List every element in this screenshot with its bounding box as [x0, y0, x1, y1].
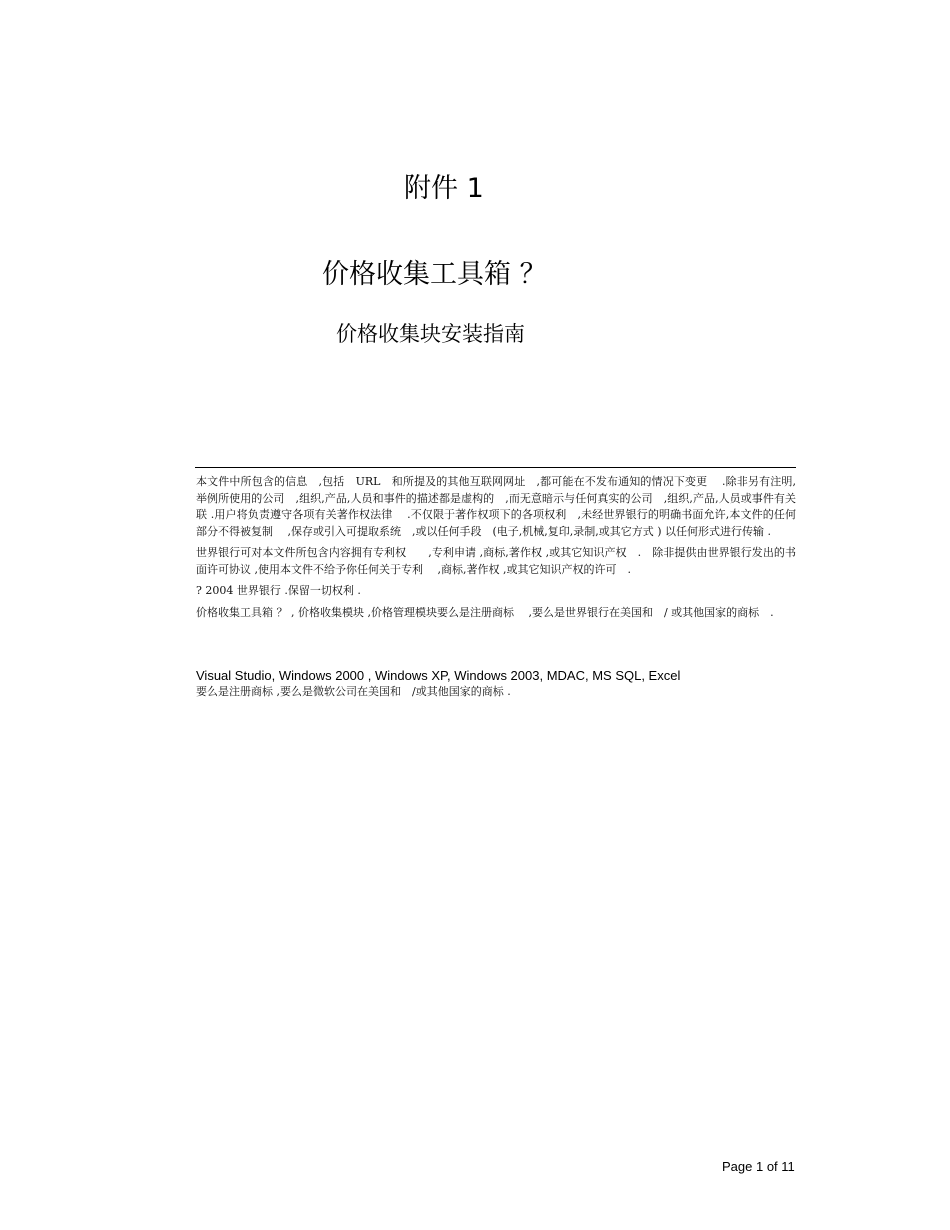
trademark-statement: 要么是注册商标 ,要么是微软公司在美国和 /或其他国家的商标 . [196, 685, 511, 698]
page-subtitle: 价格收集块安装指南 [336, 322, 525, 346]
notice-paragraph-disclaimer: 本文件中所包含的信息 ,包括 URL 和所提及的其他互联网网址 ,都可能在不发布通知的情况下变更 .除非另有注明,举例所使用的公司 ,组织,产品,人员和事件的描述都是虚构的 ,而无意暗示与任何真实的公司 ,组织,产品,人员或事件有关联 .用户将负责遵守各项有关著作权法律 .不仅限于著作权项下的各项权利 ,未经世界银行的明确书面允许,本文件的任何部分不得被复制 ,保存或引入可提取系统 ,或以任何手段 (电子,机械,复印,录制,或其它方式 ) 以任何形式进行传输 . [196, 475, 796, 538]
page-title: 价格收集工具箱 ？ [322, 259, 547, 290]
legal-notice [196, 474, 796, 626]
notice-paragraph-patents: 世界银行可对本文件所包含内容拥有专利权 ,专利申请 ,商标,著作权 ,或其它知识产权 . 除非提供由世界银行发出的书面许可协议 ,使用本文件不给予你任何关于专利 ,商标,著作权 ,或其它知识产权的许可 . [196, 546, 796, 576]
trademark-product-list: Visual Studio, Windows 2000 , Windows XP, Windows 2003, MDAC, MS SQL, Excel [196, 668, 681, 683]
horizontal-divider [195, 467, 796, 468]
appendix-heading: 附件 1 [404, 173, 484, 204]
notice-paragraph-trademark: 价格收集工具箱 ？ , 价格收集模块 ,价格管理模块要么是注册商标 ,要么是世界银行在美国和 / 或其他国家的商标 . [196, 605, 774, 619]
third-party-trademark-block [196, 668, 796, 699]
page-number: Page 1 of 11 [722, 1159, 795, 1174]
notice-paragraph-copyright: ? 2004 世界银行 .保留一切权利 . [196, 584, 361, 597]
